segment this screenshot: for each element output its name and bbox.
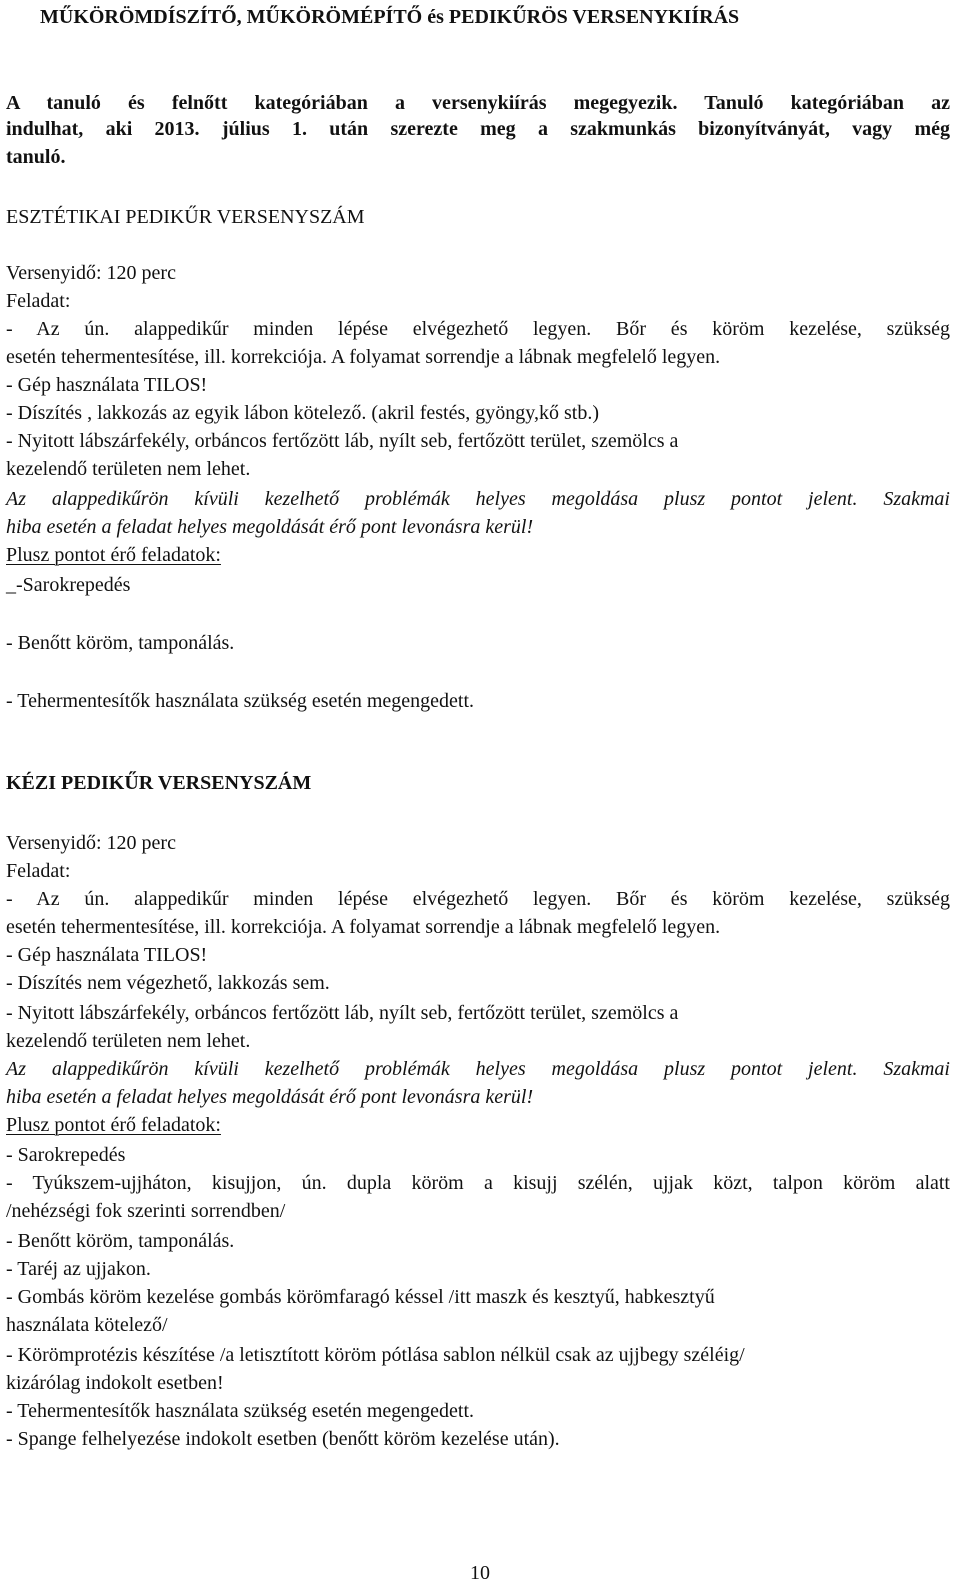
intro-line-2: indulhat, aki 2013. július 1. után szerezte meg a szakmunkás bizonyítványát, vagy még — [6, 118, 950, 140]
page-number: 10 — [470, 1562, 490, 1584]
section2-task-line-5: - Nyitott lábszárfekély, orbáncos fertőzött láb, nyílt seb, fertőzött terület, szemölcs a — [6, 1002, 679, 1024]
section1-time: Versenyidő: 120 perc — [6, 262, 176, 284]
section1-task-line-1: - Az ún. alappedikűr minden lépése elvégezhető legyen. Bőr és köröm kezelése, szükség — [6, 318, 950, 340]
section2-bonus-note-1: Az alappedikűrön kívüli kezelhető problémák helyes megoldása plusz pontot jelent. Szakmai — [6, 1058, 950, 1080]
section1-bonus-note-2: hiba esetén a feladat helyes megoldását érő pont levonásra kerül! — [6, 516, 534, 538]
section2-bonus-item-9: kizárólag indokolt esetben! — [6, 1372, 224, 1394]
section1-bonus-item-1-text: Sarokrepedés — [22, 574, 131, 596]
section2-bonus-item-3: /nehézségi fok szerinti sorrendben/ — [6, 1200, 286, 1222]
section2-task-line-4: - Díszítés nem végezhető, lakkozás sem. — [6, 972, 330, 994]
section1-bonus-item-2: - Benőtt köröm, tamponálás. — [6, 632, 235, 654]
section1-task-label: Feladat: — [6, 290, 71, 312]
intro-line-1: A tanuló és felnőtt kategóriában a versenykiírás megegyezik. Tanuló kategóriában az — [6, 92, 950, 114]
section1-task-line-4: - Díszítés , lakkozás az egyik lábon kötelező. (akril festés, gyöngy,kő stb.) — [6, 402, 599, 424]
section2-bonus-item-4: - Benőtt köröm, tamponálás. — [6, 1230, 235, 1252]
section2-time: Versenyidő: 120 perc — [6, 832, 176, 854]
section2-task-label: Feladat: — [6, 860, 71, 882]
section2-task-line-6: kezelendő területen nem lehet. — [6, 1030, 251, 1052]
document-title: MŰKÖRÖMDÍSZÍTŐ, MŰKÖRÖMÉPÍTŐ és PEDIKŰRÖS VERSENYKIÍRÁS — [40, 6, 740, 28]
section2-bonus-label: Plusz pontot érő feladatok: — [6, 1114, 221, 1136]
section2-task-line-1: - Az ún. alappedikűr minden lépése elvégezhető legyen. Bőr és köröm kezelése, szükség — [6, 888, 950, 910]
section2-heading: KÉZI PEDIKŰR VERSENYSZÁM — [6, 772, 312, 794]
section2-task-line-2: esetén tehermentesítése, ill. korrekciója. A folyamat sorrendje a lábnak megfelelő legyen. — [6, 916, 721, 938]
section1-bonus-item-1 — [6, 572, 130, 598]
section2-task-line-3: - Gép használata TILOS! — [6, 944, 208, 966]
section1-task-line-5: - Nyitott lábszárfekély, orbáncos fertőzött láb, nyílt seb, fertőzött terület, szemölcs a — [6, 430, 679, 452]
section1-bonus-label: Plusz pontot érő feladatok: — [6, 544, 221, 566]
section2-bonus-note-2: hiba esetén a feladat helyes megoldását érő pont levonásra kerül! — [6, 1086, 534, 1108]
section1-bonus-note-1: Az alappedikűrön kívüli kezelhető problémák helyes megoldása plusz pontot jelent. Szakmai — [6, 488, 950, 510]
section2-bonus-item-7: használata kötelező/ — [6, 1314, 168, 1336]
section1-heading: ESZTÉTIKAI PEDIKŰR VERSENYSZÁM — [6, 206, 365, 228]
section1-task-line-2: esetén tehermentesítése, ill. korrekciója. A folyamat sorrendje a lábnak megfelelő legyen. — [6, 346, 721, 368]
intro-line-3: tanuló. — [6, 146, 66, 168]
section1-task-line-6: kezelendő területen nem lehet. — [6, 458, 251, 480]
section1-bonus-item-1-prefix: _- — [6, 574, 23, 596]
section1-bonus-item-3: - Tehermentesítők használata szükség esetén megengedett. — [6, 690, 475, 712]
section2-bonus-item-5: - Taréj az ujjakon. — [6, 1258, 151, 1280]
section2-bonus-item-1: - Sarokrepedés — [6, 1144, 126, 1166]
section2-bonus-item-8: - Körömprotézis készítése /a letisztított köröm pótlása sablon nélkül csak az ujjbegy széléig/ — [6, 1344, 745, 1366]
section2-bonus-item-2: - Tyúkszem-ujjháton, kisujjon, ún. dupla köröm a kisujj szélén, ujjak közt, talpon köröm alatt — [6, 1172, 950, 1194]
section1-task-line-3: - Gép használata TILOS! — [6, 374, 208, 396]
section2-bonus-item-6: - Gombás köröm kezelése gombás körömfaragó késsel /itt maszk és kesztyű, habkesztyű — [6, 1286, 715, 1308]
section2-bonus-item-11: - Spange felhelyezése indokolt esetben (benőtt köröm kezelése után). — [6, 1428, 560, 1450]
section2-bonus-item-10: - Tehermentesítők használata szükség esetén megengedett. — [6, 1400, 475, 1422]
